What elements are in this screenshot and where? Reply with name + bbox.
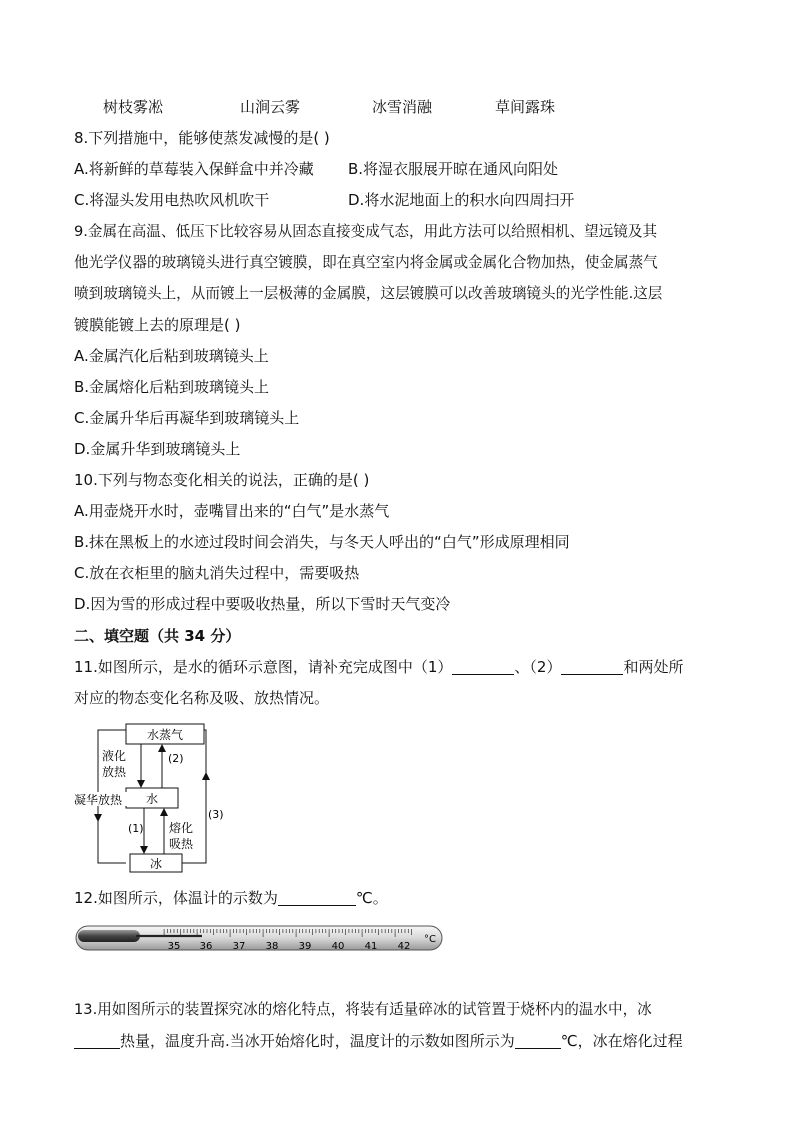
q8-stem: 8.下列措施中，能够使蒸发减慢的是( ) (74, 129, 330, 147)
q11-text-c: 和两处所 (623, 658, 684, 676)
thermometer-unit: °C (424, 934, 436, 945)
scale-label: 42 (397, 941, 411, 952)
scale-label: 38 (265, 941, 279, 952)
ice-label: 冰 (149, 857, 163, 871)
q8-option-d: D.将水泥地面上的积水向四周扫开 (348, 191, 575, 209)
label-deposit: 凝华放热 (74, 793, 123, 807)
q10-option-b: B.抹在黑板上的水迹过段时间会消失，与冬天人呼出的“白气”形成原理相同 (74, 533, 570, 551)
q12-blank[interactable] (278, 889, 356, 906)
mark-1: (1) (128, 822, 144, 835)
label-liquefy: 液化 (102, 749, 127, 763)
scale-label: 36 (199, 941, 213, 952)
q9-line3: 喷到玻璃镜头上，从而镀上一层极薄的金属膜，这层镀膜可以改善玻璃镜头的光学性能.这层 (74, 285, 663, 302)
label-absorb: 吸热 (169, 837, 194, 851)
q10-option-d: D.因为雪的形成过程中要吸收热量，所以下雪时天气变冷 (74, 595, 451, 613)
q9-line2: 他光学仪器的玻璃镜头进行真空镀膜，即在真空室内将金属或金属化合物加热，使金属蒸气 (74, 254, 658, 271)
caption-cloud: 山涧云雾 (240, 98, 301, 116)
q9-option-d: D.金属升华到玻璃镜头上 (74, 440, 241, 458)
label-melt: 熔化 (169, 821, 194, 835)
q12-text-b: ℃。 (355, 889, 388, 907)
thermometer-figure (74, 918, 446, 962)
thermometer-bulb (78, 930, 140, 942)
q8-option-b: B.将湿衣服展开晾在通风向阳处 (348, 160, 559, 178)
section-title: 二、填空题（共 34 分） (74, 627, 241, 645)
caption-melting: 冰雪消融 (372, 98, 433, 116)
q8-option-c: C.将湿头发用电热吹风机吹干 (74, 191, 270, 209)
mark-3: (3) (208, 808, 224, 821)
q12-text-a: 12.如图所示，体温计的示数为 (74, 889, 278, 907)
q13-line2 (74, 1031, 683, 1051)
scale-label: 35 (167, 941, 181, 952)
q11-line2: 对应的物态变化名称及吸、放热情况。 (74, 689, 330, 707)
q9-line4: 镀膜能镀上去的原理是( ) (74, 316, 241, 334)
q13-line1: 13.用如图所示的装置探究冰的熔化特点，将装有适量碎冰的试管置于烧杯内的温水中，冰 (74, 1001, 652, 1018)
q10-option-a: A.用壶烧开水时，壶嘴冒出来的“白气”是水蒸气 (74, 502, 390, 520)
q9-option-b: B.金属熔化后粘到玻璃镜头上 (74, 378, 270, 396)
q13-text-b: ℃，冰在熔化过程 (560, 1032, 683, 1050)
water-cycle-diagram (70, 718, 230, 882)
q9-option-c: C.金属升华后再凝华到玻璃镜头上 (74, 409, 300, 427)
q9-line1: 9.金属在高温、低压下比较容易从固态直接变成气态，用此方法可以给照相机、望远镜及其 (74, 223, 658, 240)
q8-option-a: A.将新鲜的草莓装入保鲜盒中并冷藏 (74, 160, 314, 178)
q11-blank-2[interactable] (561, 658, 623, 675)
scale-label: 41 (364, 941, 378, 952)
scale-label: 37 (232, 941, 246, 952)
q13-blank-1[interactable] (74, 1032, 120, 1049)
q9-option-a: A.金属汽化后粘到玻璃镜头上 (74, 347, 269, 365)
label-release-1: 放热 (102, 765, 127, 779)
q13-text-a: 热量，温度升高.当冰开始熔化时，温度计的示数如图所示为 (120, 1032, 515, 1050)
q11-line1 (74, 657, 683, 677)
caption-rime: 树枝雾凇 (103, 98, 164, 116)
caption-dew: 草间露珠 (495, 98, 556, 116)
mark-2: (2) (168, 752, 184, 765)
q13-blank-2[interactable] (515, 1032, 561, 1049)
q10-stem: 10.下列与物态变化相关的说法，正确的是( ) (74, 471, 370, 489)
water-label: 水 (145, 792, 159, 806)
q11-text-a: 11.如图所示，是水的循环示意图，请补充完成图中（1） (74, 658, 453, 676)
q10-option-c: C.放在衣柜里的脑丸消失过程中，需要吸热 (74, 564, 360, 582)
q11-text-b: 、（2） (514, 658, 562, 676)
q12-stem (74, 888, 388, 908)
vapor-label: 水蒸气 (146, 728, 184, 742)
scale-label: 39 (298, 941, 312, 952)
scale-label: 40 (331, 941, 345, 952)
q11-blank-1[interactable] (452, 658, 514, 675)
